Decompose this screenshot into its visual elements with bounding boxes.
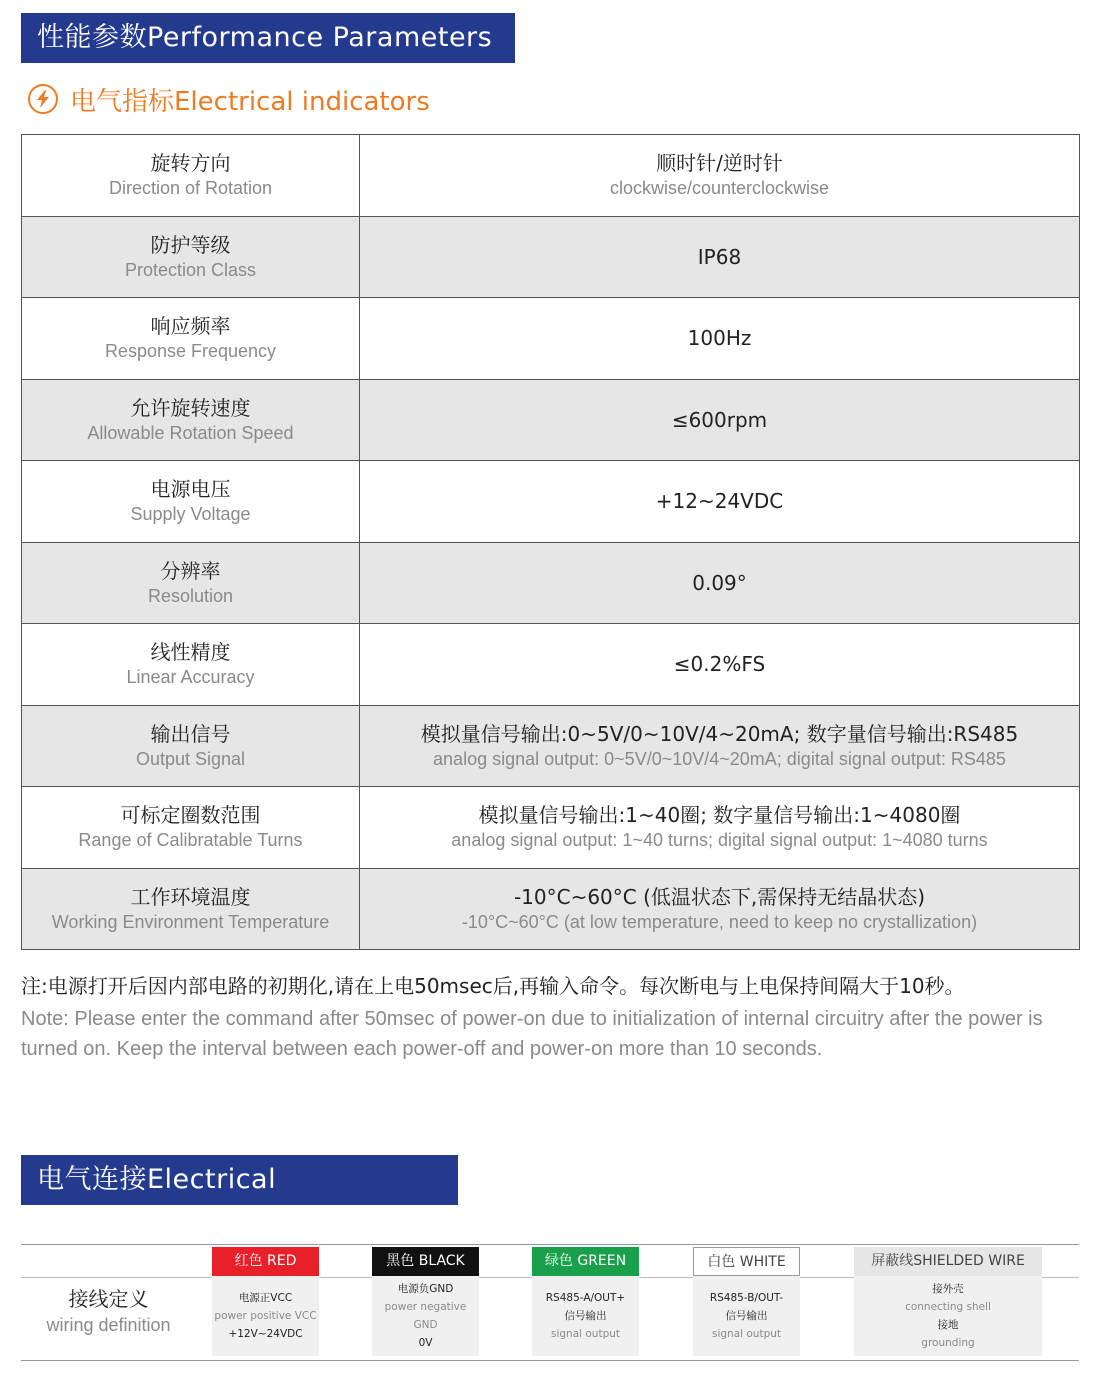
wire-header: 白色 WHITE xyxy=(693,1247,800,1276)
label-cn: 可标定圈数范围 xyxy=(120,803,261,828)
wire-line: +12V~24VDC xyxy=(228,1328,303,1340)
wire-body xyxy=(854,1276,1042,1356)
value: ≤600rpm xyxy=(671,407,768,432)
wire-line: connecting shell xyxy=(905,1301,991,1313)
table-row xyxy=(22,379,1080,461)
label-en: Protection Class xyxy=(124,259,257,280)
table-row xyxy=(22,705,1080,787)
wire-line: 信号输出 xyxy=(725,1310,768,1322)
value: ≤0.2%FS xyxy=(673,652,766,677)
spec-table xyxy=(21,134,1080,950)
label-en: Supply Voltage xyxy=(130,504,251,525)
table-row xyxy=(22,624,1080,706)
wire-line: 电源负GND xyxy=(397,1283,454,1295)
label-cn: 允许旋转速度 xyxy=(130,395,251,420)
wire-body xyxy=(212,1276,319,1356)
wire-header: 黑色 BLACK xyxy=(372,1247,479,1276)
param-label xyxy=(22,379,360,461)
label-cn: 线性精度 xyxy=(150,640,231,665)
table-row xyxy=(22,298,1080,380)
value-cn: 模拟量信号输出:0~5V/0~10V/4~20mA; 数字量信号输出:RS485 xyxy=(420,721,1019,746)
label-en: Resolution xyxy=(147,585,234,606)
param-value xyxy=(360,868,1080,950)
table-row xyxy=(22,135,1080,217)
value-cn: -10°C~60°C (低温状态下,需保持无结晶状态) xyxy=(513,884,926,909)
connection-banner-title: 电气连接Electrical Connection xyxy=(37,1164,277,1245)
param-label xyxy=(22,298,360,380)
value-en: clockwise/counterclockwise xyxy=(609,178,830,199)
param-label xyxy=(22,461,360,543)
wire-shielded xyxy=(854,1247,1042,1356)
wire-body xyxy=(372,1276,479,1356)
connection-banner xyxy=(21,1155,458,1245)
performance-banner-title: 性能参数Performance Parameters xyxy=(37,22,493,53)
value-en: -10°C~60°C (at low temperature, need to keep no crystallization) xyxy=(461,911,978,932)
label-en: Output Signal xyxy=(135,748,246,769)
wire-line: power negative GND xyxy=(384,1301,467,1331)
wire-line: 接外壳 xyxy=(932,1283,964,1295)
label-cn: 防护等级 xyxy=(150,232,231,257)
wiring-table xyxy=(21,1244,1079,1361)
table-row xyxy=(22,542,1080,624)
wire-header: 绿色 GREEN xyxy=(532,1247,639,1276)
def-en: wiring definition xyxy=(46,1315,171,1335)
param-label xyxy=(22,542,360,624)
label-en: Range of Calibratable Turns xyxy=(78,830,303,851)
label-cn: 响应频率 xyxy=(150,314,231,339)
value-cn: 模拟量信号输出:1~40圈; 数字量信号输出:1~4080圈 xyxy=(478,803,961,828)
param-label xyxy=(22,216,360,298)
label-cn: 分辨率 xyxy=(160,558,221,583)
wire-line: 信号输出 xyxy=(564,1310,607,1322)
value: 100Hz xyxy=(687,326,752,351)
wire-body xyxy=(532,1276,639,1356)
label-en: Direction of Rotation xyxy=(108,178,273,199)
label-en: Allowable Rotation Speed xyxy=(87,422,294,443)
wire-line: signal output xyxy=(550,1328,621,1340)
note-cn: 注:电源打开后因内部电路的初期化,请在上电50msec后,再输入命令。每次断电与上电保持间隔大于10秒。 xyxy=(21,974,965,998)
param-label xyxy=(22,705,360,787)
wire-black xyxy=(372,1247,479,1356)
label-cn: 输出信号 xyxy=(150,721,231,746)
param-value xyxy=(360,379,1080,461)
value-en: analog signal output: 1~40 turns; digital signal output: 1~4080 turns xyxy=(451,830,988,851)
wire-line: RS485-A/OUT+ xyxy=(545,1292,626,1304)
table-row xyxy=(22,461,1080,543)
note-en: Note: Please enter the command after 50msec of power-on due to initialization of internal circuitry after the power is turned on. Keep the interval between each power-off and power-on more than 10 seconds. xyxy=(21,1008,1043,1060)
param-value xyxy=(360,135,1080,217)
param-value xyxy=(360,216,1080,298)
label-cn: 电源电压 xyxy=(150,477,231,502)
wire-line: 0V xyxy=(418,1337,433,1349)
electrical-indicators-heading xyxy=(26,80,430,118)
wire-line: 接地 xyxy=(937,1319,959,1331)
param-value xyxy=(360,542,1080,624)
label-cn: 旋转方向 xyxy=(150,151,231,176)
param-value xyxy=(360,705,1080,787)
label-cn: 工作环境温度 xyxy=(130,884,251,909)
wire-white xyxy=(693,1247,800,1356)
wire-line: signal output xyxy=(711,1328,782,1340)
table-row xyxy=(22,868,1080,950)
wire-green xyxy=(532,1247,639,1356)
wire-line: power positive VCC xyxy=(214,1310,317,1322)
lightning-bolt-icon xyxy=(28,84,58,114)
wire-body xyxy=(693,1276,800,1356)
wiring-definition xyxy=(21,1277,196,1337)
table-row xyxy=(22,216,1080,298)
wire-red xyxy=(212,1247,319,1356)
def-cn: 接线定义 xyxy=(68,1287,149,1311)
param-value xyxy=(360,461,1080,543)
wire-line: RS485-B/OUT- xyxy=(709,1292,784,1304)
performance-banner xyxy=(21,13,515,63)
param-label xyxy=(22,135,360,217)
section-title: 电气指标Electrical indicators xyxy=(70,86,430,117)
wire-line: grounding xyxy=(921,1337,975,1349)
wire-line: 电源正VCC xyxy=(238,1292,293,1304)
param-value xyxy=(360,624,1080,706)
param-label xyxy=(22,868,360,950)
value-cn: 顺时针/逆时针 xyxy=(656,151,783,176)
param-label xyxy=(22,787,360,869)
label-en: Working Environment Temperature xyxy=(51,911,330,932)
wire-header: 屏蔽线SHIELDED WIRE xyxy=(854,1247,1042,1276)
value: IP68 xyxy=(697,244,742,269)
label-en: Linear Accuracy xyxy=(126,667,255,688)
param-value xyxy=(360,787,1080,869)
label-en: Response Frequency xyxy=(104,341,277,362)
param-label xyxy=(22,624,360,706)
param-value xyxy=(360,298,1080,380)
value: 0.09° xyxy=(692,570,747,595)
value-en: analog signal output: 0~5V/0~10V/4~20mA; digital signal output: RS485 xyxy=(433,748,1006,769)
table-row xyxy=(22,787,1080,869)
value: +12~24VDC xyxy=(655,489,784,514)
wire-header: 红色 RED xyxy=(212,1247,319,1276)
